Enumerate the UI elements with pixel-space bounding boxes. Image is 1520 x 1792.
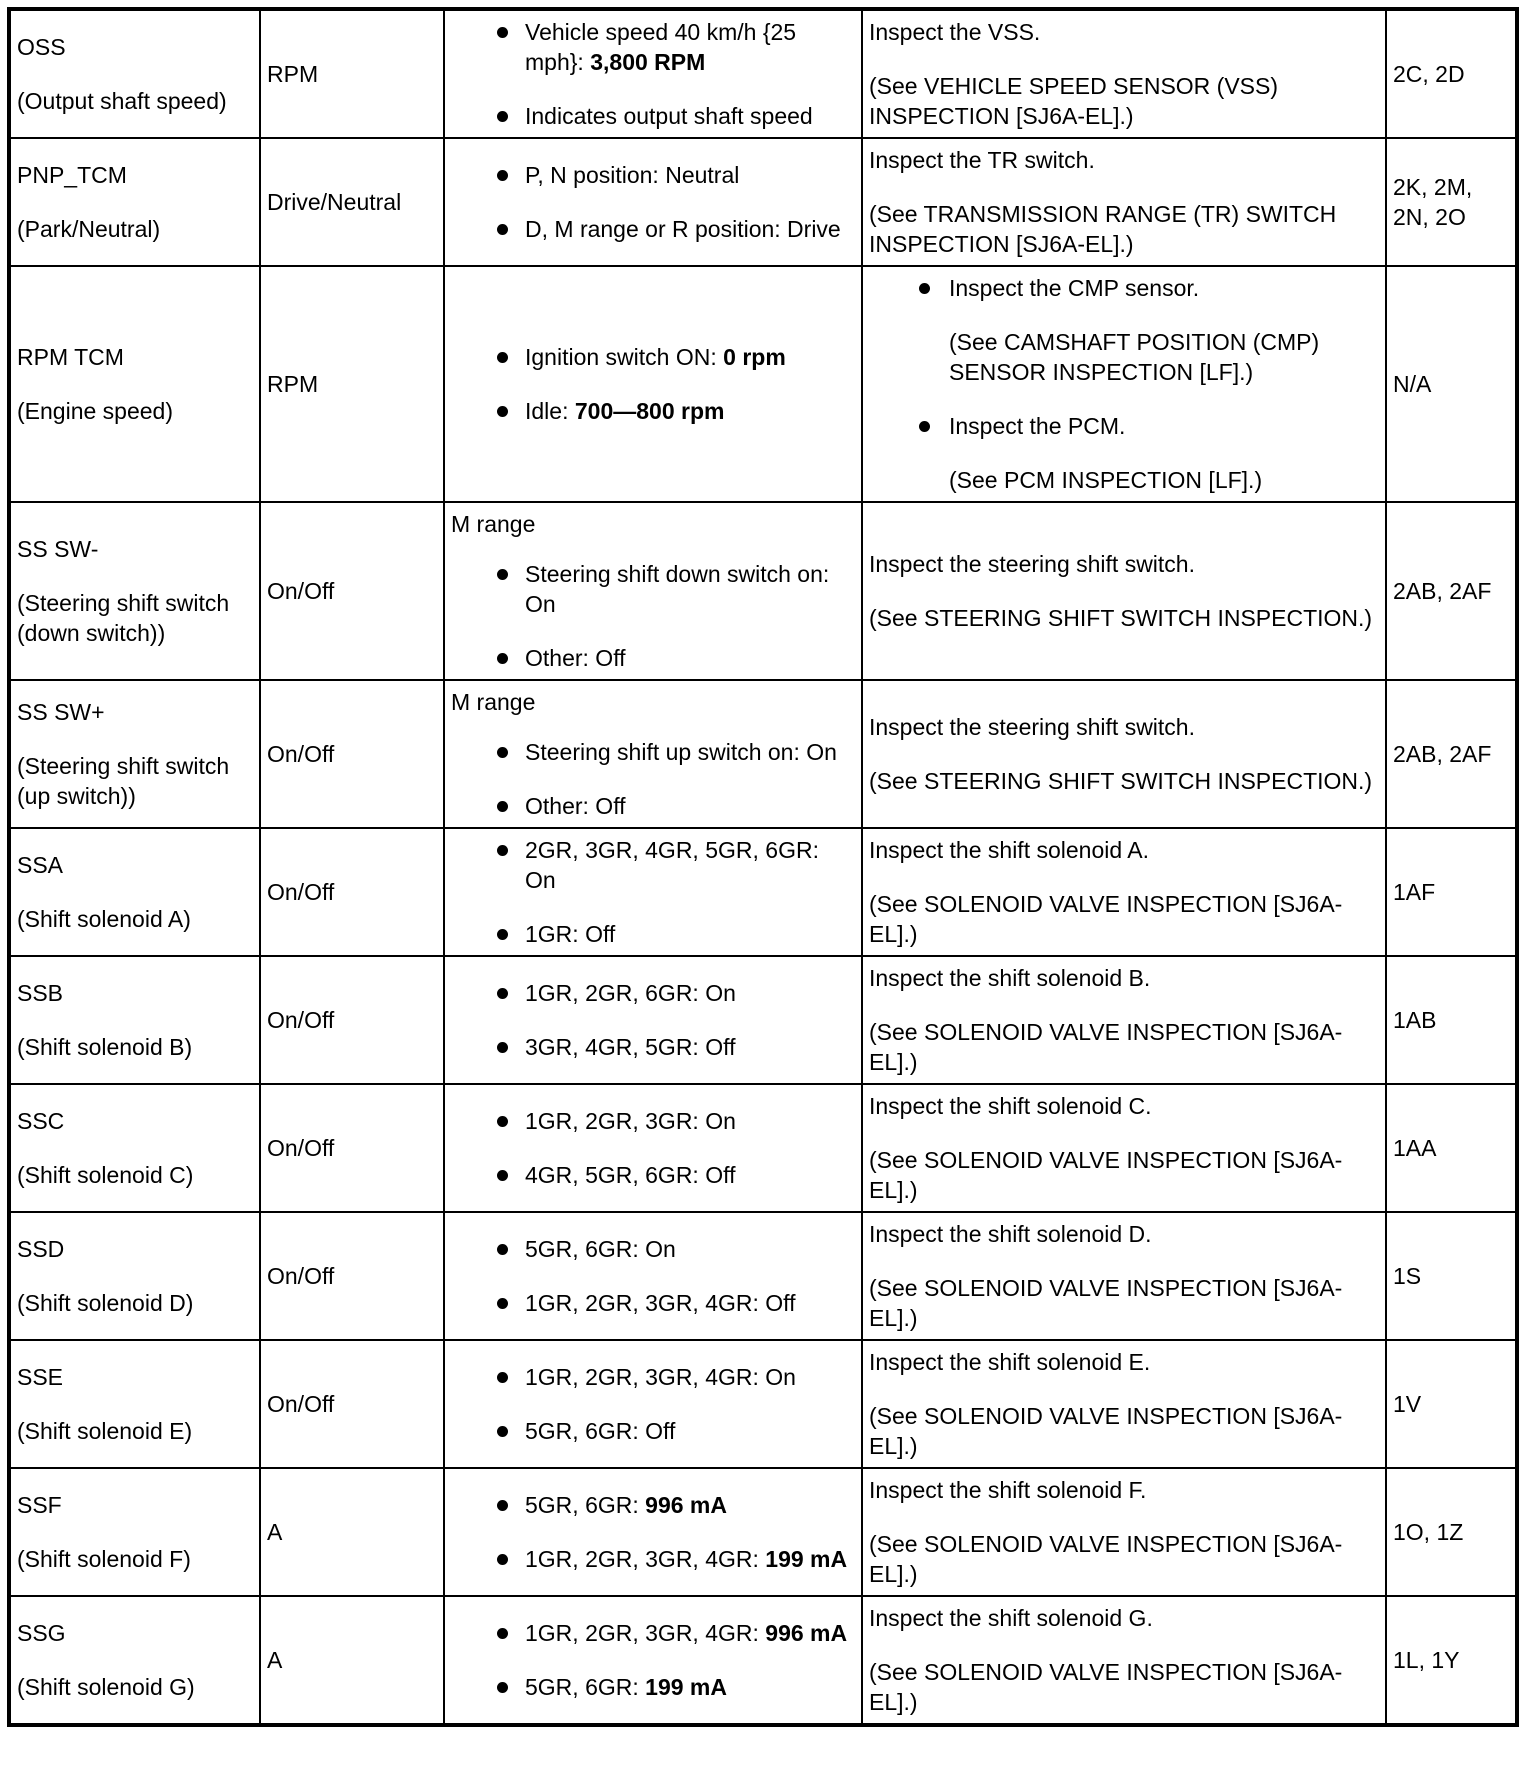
item-cell (9, 680, 260, 828)
condition-text: 5GR, 6GR: Off (525, 1418, 676, 1444)
terminal-value: 2AB, 2AF (1393, 578, 1492, 604)
condition-text: 1GR, 2GR, 3GR: On (525, 1108, 736, 1134)
action-cell (862, 9, 1386, 138)
condition-item (451, 1544, 855, 1574)
condition-cell (444, 502, 862, 680)
condition-item (451, 396, 855, 426)
condition-item (451, 1288, 855, 1318)
table-row (9, 828, 1517, 956)
unit-cell (260, 266, 444, 502)
action-text: Inspect the TR switch. (869, 147, 1095, 173)
action-cell (862, 266, 1386, 502)
action-cell (862, 138, 1386, 266)
condition-item (451, 1160, 855, 1190)
item-description: (Shift solenoid A) (17, 906, 191, 932)
terminal-cell (1386, 1084, 1517, 1212)
terminal-cell (1386, 138, 1517, 266)
condition-value: 199 mA (645, 1674, 727, 1700)
action-reference: (See SOLENOID VALVE INSPECTION [SJ6A-EL].) (869, 1659, 1343, 1715)
condition-item (451, 1032, 855, 1062)
item-cell (9, 1084, 260, 1212)
item-cell (9, 138, 260, 266)
condition-text: 5GR, 6GR: (525, 1674, 646, 1700)
table-row (9, 502, 1517, 680)
condition-list (451, 1618, 855, 1702)
item-cell (9, 1468, 260, 1596)
item-cell (9, 1212, 260, 1340)
item-name: SSG (17, 1620, 66, 1646)
item-cell (9, 266, 260, 502)
action-reference: (See TRANSMISSION RANGE (TR) SWITCH INSPECTION [SJ6A-EL].) (869, 201, 1337, 257)
action-reference: (See VEHICLE SPEED SENSOR (VSS) INSPECTION [SJ6A-EL].) (869, 73, 1279, 129)
condition-cell (444, 956, 862, 1084)
terminal-cell (1386, 956, 1517, 1084)
unit-value: On/Off (267, 1007, 335, 1033)
action-text: Inspect the steering shift switch. (869, 714, 1195, 740)
condition-item (451, 160, 855, 190)
terminal-cell (1386, 1340, 1517, 1468)
item-description: (Steering shift switch (down switch)) (17, 590, 230, 646)
item-description: (Shift solenoid F) (17, 1546, 191, 1572)
condition-text: P, N position: Neutral (525, 162, 740, 188)
condition-list (451, 160, 855, 244)
terminal-value: 2C, 2D (1393, 61, 1465, 87)
condition-value: 3,800 RPM (590, 49, 706, 75)
action-text: Inspect the VSS. (869, 19, 1041, 45)
unit-cell (260, 956, 444, 1084)
item-name: SSE (17, 1364, 64, 1390)
condition-value: 700—800 rpm (574, 398, 725, 424)
terminal-value: 1L, 1Y (1393, 1647, 1460, 1673)
unit-cell (260, 502, 444, 680)
item-cell (9, 828, 260, 956)
action-cell (862, 680, 1386, 828)
condition-text: 1GR: Off (525, 921, 616, 947)
condition-text: Other: Off (525, 793, 626, 819)
condition-value: 996 mA (645, 1492, 727, 1518)
item-cell (9, 1596, 260, 1725)
condition-text: 1GR, 2GR, 3GR, 4GR: On (525, 1364, 796, 1390)
unit-value: On/Off (267, 1135, 335, 1161)
item-description: (Shift solenoid D) (17, 1290, 194, 1316)
unit-value: RPM (267, 61, 319, 87)
unit-value: On/Off (267, 578, 335, 604)
terminal-cell (1386, 1596, 1517, 1725)
action-cell (862, 828, 1386, 956)
condition-cell (444, 266, 862, 502)
condition-item (451, 17, 855, 77)
condition-text: Idle: (525, 398, 575, 424)
condition-list (451, 1106, 855, 1190)
unit-value: A (267, 1519, 283, 1545)
terminal-cell (1386, 828, 1517, 956)
unit-cell (260, 828, 444, 956)
condition-text: 1GR, 2GR, 3GR, 4GR: Off (525, 1290, 796, 1316)
action-cell (862, 1468, 1386, 1596)
terminal-value: 1AF (1393, 879, 1436, 905)
condition-heading: M range (451, 511, 536, 537)
condition-item (451, 1416, 855, 1446)
item-name: RPM TCM (17, 344, 124, 370)
item-name: SSD (17, 1236, 65, 1262)
unit-value: On/Off (267, 879, 335, 905)
item-name: SSB (17, 980, 64, 1006)
condition-item (451, 1672, 855, 1702)
item-cell (9, 956, 260, 1084)
unit-value: Drive/Neutral (267, 189, 402, 215)
unit-cell (260, 1468, 444, 1596)
action-reference: (See SOLENOID VALVE INSPECTION [SJ6A-EL].) (869, 1275, 1343, 1331)
condition-item (451, 342, 855, 372)
terminal-cell (1386, 9, 1517, 138)
terminal-cell (1386, 266, 1517, 502)
terminal-cell (1386, 502, 1517, 680)
action-text: Inspect the shift solenoid D. (869, 1221, 1152, 1247)
terminal-value: N/A (1393, 371, 1432, 397)
condition-cell (444, 680, 862, 828)
item-cell (9, 9, 260, 138)
unit-cell (260, 1084, 444, 1212)
condition-item (451, 1106, 855, 1136)
condition-list (451, 342, 855, 426)
action-text: Inspect the steering shift switch. (869, 551, 1195, 577)
condition-text: 1GR, 2GR, 6GR: On (525, 980, 736, 1006)
action-text: Inspect the shift solenoid C. (869, 1093, 1152, 1119)
item-name: OSS (17, 34, 66, 60)
item-description: (Shift solenoid B) (17, 1034, 193, 1060)
condition-text: 4GR, 5GR, 6GR: Off (525, 1162, 736, 1188)
unit-cell (260, 680, 444, 828)
action-cell (862, 502, 1386, 680)
condition-cell (444, 1212, 862, 1340)
action-item: Inspect the PCM. (869, 411, 1379, 441)
condition-item (451, 1618, 855, 1648)
condition-item (451, 643, 855, 673)
item-description: (Output shaft speed) (17, 88, 227, 114)
table-row (9, 138, 1517, 266)
table-row (9, 1468, 1517, 1596)
condition-list (451, 737, 855, 821)
action-cell (862, 1084, 1386, 1212)
unit-value: A (267, 1647, 283, 1673)
item-name: SS SW- (17, 536, 99, 562)
monitor-item-table (7, 7, 1519, 1727)
item-name: SS SW+ (17, 699, 105, 725)
terminal-value: 1S (1393, 1263, 1422, 1289)
item-description: (Shift solenoid G) (17, 1674, 195, 1700)
condition-list (451, 17, 855, 131)
action-reference: (See SOLENOID VALVE INSPECTION [SJ6A-EL].) (869, 1403, 1343, 1459)
condition-item (451, 101, 855, 131)
condition-heading: M range (451, 689, 536, 715)
condition-text: 1GR, 2GR, 3GR, 4GR: (525, 1546, 766, 1572)
unit-cell (260, 1596, 444, 1725)
action-item: Inspect the CMP sensor. (869, 273, 1379, 303)
condition-item (451, 214, 855, 244)
condition-text: 1GR, 2GR, 3GR, 4GR: (525, 1620, 766, 1646)
item-description: (Shift solenoid E) (17, 1418, 193, 1444)
condition-item (451, 835, 855, 895)
unit-value: On/Off (267, 1263, 335, 1289)
terminal-value: 1AB (1393, 1007, 1437, 1033)
item-description: (Park/Neutral) (17, 216, 161, 242)
condition-text: Steering shift down switch on: On (525, 561, 830, 617)
table-row (9, 266, 1517, 502)
condition-cell (444, 828, 862, 956)
condition-list (451, 1234, 855, 1318)
table-row (9, 1596, 1517, 1725)
action-reference: (See PCM INSPECTION [LF].) (949, 467, 1263, 493)
action-reference: (See STEERING SHIFT SWITCH INSPECTION.) (869, 768, 1373, 794)
condition-list (451, 978, 855, 1062)
unit-value: On/Off (267, 1391, 335, 1417)
unit-cell (260, 138, 444, 266)
condition-item (451, 1234, 855, 1264)
unit-cell (260, 1340, 444, 1468)
action-text: Inspect the shift solenoid B. (869, 965, 1151, 991)
condition-text: Other: Off (525, 645, 626, 671)
action-reference: (See SOLENOID VALVE INSPECTION [SJ6A-EL].) (869, 1147, 1343, 1203)
condition-list (451, 1490, 855, 1574)
unit-value: On/Off (267, 741, 335, 767)
condition-value: 996 mA (765, 1620, 848, 1646)
condition-list (451, 559, 855, 673)
condition-cell (444, 1340, 862, 1468)
action-cell (862, 1596, 1386, 1725)
item-name: PNP_TCM (17, 162, 127, 188)
item-cell (9, 1340, 260, 1468)
item-name: SSA (17, 852, 64, 878)
terminal-value: 1V (1393, 1391, 1422, 1417)
condition-item (451, 1362, 855, 1392)
item-description: (Engine speed) (17, 398, 173, 424)
condition-item (451, 791, 855, 821)
table-row (9, 1084, 1517, 1212)
terminal-value: 1AA (1393, 1135, 1437, 1161)
condition-value: 0 rpm (723, 344, 786, 370)
action-text: Inspect the shift solenoid A. (869, 837, 1150, 863)
terminal-value: 2K, 2M, 2N, 2O (1393, 174, 1473, 230)
condition-item (451, 559, 855, 619)
condition-cell (444, 138, 862, 266)
item-description: (Shift solenoid C) (17, 1162, 194, 1188)
item-name: SSF (17, 1492, 62, 1518)
action-cell (862, 956, 1386, 1084)
condition-text: 5GR, 6GR: (525, 1492, 646, 1518)
condition-text: Steering shift up switch on: On (525, 739, 837, 765)
condition-text: D, M range or R position: Drive (525, 216, 841, 242)
condition-item (451, 737, 855, 767)
condition-cell (444, 9, 862, 138)
terminal-value: 1O, 1Z (1393, 1519, 1464, 1545)
action-text: Inspect the shift solenoid E. (869, 1349, 1151, 1375)
action-cell (862, 1340, 1386, 1468)
action-reference: (See STEERING SHIFT SWITCH INSPECTION.) (869, 605, 1373, 631)
condition-item (451, 978, 855, 1008)
action-reference: (See SOLENOID VALVE INSPECTION [SJ6A-EL].) (869, 1531, 1343, 1587)
item-cell (9, 502, 260, 680)
unit-cell (260, 1212, 444, 1340)
item-name: SSC (17, 1108, 65, 1134)
condition-list (451, 835, 855, 949)
action-text: Inspect the shift solenoid F. (869, 1477, 1147, 1503)
condition-list (451, 1362, 855, 1446)
table-row (9, 956, 1517, 1084)
terminal-cell (1386, 680, 1517, 828)
terminal-value: 2AB, 2AF (1393, 741, 1492, 767)
table-row (9, 1340, 1517, 1468)
unit-cell (260, 9, 444, 138)
table-row (9, 680, 1517, 828)
table-body (9, 9, 1517, 1725)
action-reference: (See SOLENOID VALVE INSPECTION [SJ6A-EL].) (869, 1019, 1343, 1075)
item-description: (Steering shift switch (up switch)) (17, 753, 230, 809)
condition-item (451, 1490, 855, 1520)
action-text: Inspect the shift solenoid G. (869, 1605, 1153, 1631)
action-cell (862, 1212, 1386, 1340)
condition-value: 199 mA (765, 1546, 848, 1572)
action-reference: (See CAMSHAFT POSITION (CMP) SENSOR INSPECTION [LF].) (949, 329, 1320, 385)
action-reference: (See SOLENOID VALVE INSPECTION [SJ6A-EL].) (869, 891, 1343, 947)
condition-cell (444, 1596, 862, 1725)
condition-cell (444, 1468, 862, 1596)
terminal-cell (1386, 1212, 1517, 1340)
table-row (9, 9, 1517, 138)
condition-cell (444, 1084, 862, 1212)
condition-text: Vehicle speed 40 km/h {25 mph}: (525, 19, 797, 75)
condition-item (451, 919, 855, 949)
unit-value: RPM (267, 371, 319, 397)
action-list (869, 273, 1379, 495)
condition-text: 2GR, 3GR, 4GR, 5GR, 6GR: On (525, 837, 819, 893)
condition-text: 5GR, 6GR: On (525, 1236, 676, 1262)
table-row (9, 1212, 1517, 1340)
condition-text: Indicates output shaft speed (525, 103, 813, 129)
condition-text: Ignition switch ON: (525, 344, 724, 370)
condition-text: 3GR, 4GR, 5GR: Off (525, 1034, 736, 1060)
terminal-cell (1386, 1468, 1517, 1596)
